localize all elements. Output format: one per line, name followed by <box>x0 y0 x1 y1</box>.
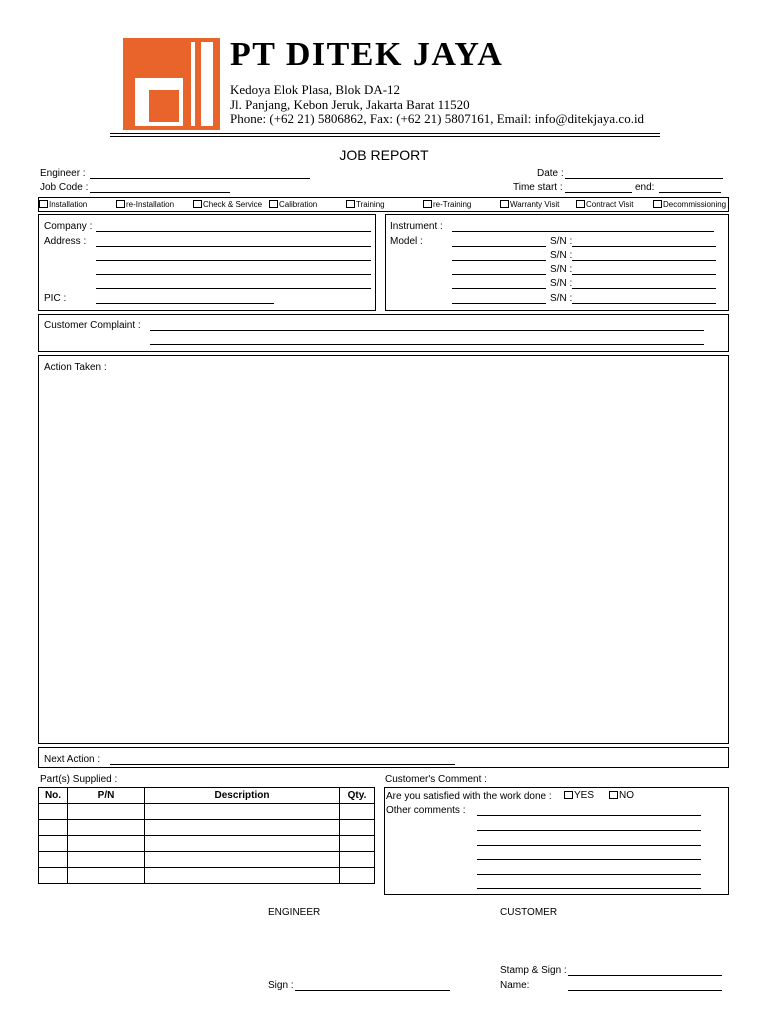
job-type-label: Installation <box>49 200 88 209</box>
table-cell[interactable] <box>39 852 68 868</box>
table-cell[interactable] <box>68 852 145 868</box>
customer-comment-box <box>384 787 729 895</box>
checkbox-icon <box>423 200 432 208</box>
sn-label: S/N : <box>550 293 573 304</box>
table-cell[interactable] <box>39 804 68 820</box>
col-pn: P/N <box>68 788 145 804</box>
yes-label: YES <box>574 790 595 801</box>
table-row[interactable] <box>39 868 375 884</box>
checkbox-icon <box>116 200 125 208</box>
job-type-calibration[interactable] <box>269 200 317 209</box>
job-type-label: Warranty Visit <box>510 200 560 209</box>
yes-option[interactable] <box>564 790 594 801</box>
model-field-1[interactable] <box>452 246 546 247</box>
comment-line-3[interactable] <box>477 845 701 846</box>
checkbox-icon <box>653 200 662 208</box>
end-label: end: <box>635 182 655 193</box>
job-type-check-service[interactable] <box>193 200 262 209</box>
comment-line-1[interactable] <box>477 815 701 816</box>
company-logo <box>123 38 220 130</box>
complaint-box <box>38 314 729 352</box>
table-cell[interactable] <box>39 836 68 852</box>
action-taken-box[interactable] <box>38 355 729 744</box>
next-action-label: Next Action : <box>44 754 101 765</box>
checkbox-icon <box>500 200 509 208</box>
table-cell[interactable] <box>39 868 68 884</box>
table-cell[interactable] <box>145 836 340 852</box>
header-divider <box>110 133 660 137</box>
sn-field-3[interactable] <box>572 274 716 275</box>
table-row[interactable] <box>39 836 375 852</box>
checkbox-icon <box>609 791 618 799</box>
job-type-label: Calibration <box>279 200 318 209</box>
customer-signature-heading: CUSTOMER <box>500 907 558 918</box>
table-cell[interactable] <box>145 804 340 820</box>
company-contact: Phone: (+62 21) 5806862, Fax: (+62 21) 5807161, Email: info@ditekjaya.co.id <box>230 111 645 126</box>
checkbox-icon <box>564 791 573 799</box>
model-field-2[interactable] <box>452 260 546 261</box>
job-type-label: Contract Visit <box>586 200 634 209</box>
stamp-sign-label: Stamp & Sign : <box>500 965 567 976</box>
time-start-field[interactable] <box>565 192 632 193</box>
parts-table <box>38 787 375 884</box>
model-field-3[interactable] <box>452 274 546 275</box>
end-field[interactable] <box>659 192 721 193</box>
model-field-5[interactable] <box>452 303 546 304</box>
table-cell[interactable] <box>68 836 145 852</box>
job-code-label: Job Code : <box>40 182 89 193</box>
job-type-label: Decommissioning <box>663 200 727 209</box>
customers-comment-label: Customer's Comment : <box>385 774 487 785</box>
complaint-label: Customer Complaint : <box>44 320 141 331</box>
next-action-field[interactable] <box>110 764 455 765</box>
customer-name-field[interactable] <box>568 990 722 991</box>
job-type-label: Training <box>356 200 385 209</box>
address-line-1[interactable] <box>96 246 371 247</box>
address-line-4[interactable] <box>96 288 371 289</box>
sn-label: S/N : <box>550 250 573 261</box>
address-line-3[interactable] <box>96 274 371 275</box>
checkbox-icon <box>193 200 202 208</box>
pic-field[interactable] <box>96 303 274 304</box>
company-name: PT DITEK JAYA <box>230 36 504 73</box>
satisfied-label: Are you satisfied with the work done : <box>386 791 552 802</box>
comment-line-2[interactable] <box>477 830 701 831</box>
table-cell[interactable] <box>340 820 375 836</box>
engineer-sign-field[interactable] <box>295 990 450 991</box>
no-label: NO <box>619 790 634 801</box>
address-line-2[interactable] <box>96 260 371 261</box>
job-type-decommissioning[interactable] <box>653 200 726 209</box>
date-label: Date : <box>537 168 564 179</box>
checkbox-icon <box>346 200 355 208</box>
job-type-training[interactable] <box>346 200 385 209</box>
name-label: Name: <box>500 980 530 991</box>
comment-line-4[interactable] <box>477 859 701 860</box>
table-cell[interactable] <box>68 804 145 820</box>
col-no: No. <box>39 788 68 804</box>
job-type-label: re-Training <box>433 200 472 209</box>
company-label: Company : <box>44 221 93 232</box>
job-type-installation[interactable] <box>39 200 87 209</box>
time-start-label: Time start : <box>513 182 563 193</box>
comment-line-5[interactable] <box>477 874 701 875</box>
table-row[interactable] <box>39 820 375 836</box>
job-code-field[interactable] <box>90 192 230 193</box>
complaint-line-1[interactable] <box>150 330 704 331</box>
col-description: Description <box>145 788 340 804</box>
pic-label: PIC : <box>44 293 67 304</box>
table-cell[interactable] <box>68 868 145 884</box>
checkbox-icon <box>269 200 278 208</box>
table-cell[interactable] <box>145 820 340 836</box>
job-type-re-installation[interactable] <box>116 200 174 209</box>
sign-label: Sign : <box>268 980 294 991</box>
table-cell[interactable] <box>68 820 145 836</box>
model-field-4[interactable] <box>452 288 546 289</box>
comment-line-6[interactable] <box>477 888 701 889</box>
parts-header-row <box>39 788 375 804</box>
table-cell[interactable] <box>340 868 375 884</box>
model-label: Model : <box>390 236 423 247</box>
table-cell[interactable] <box>340 836 375 852</box>
engineer-field[interactable] <box>90 178 310 179</box>
table-cell[interactable] <box>145 868 340 884</box>
sn-field-4[interactable] <box>572 288 716 289</box>
engineer-signature-heading: ENGINEER <box>268 907 321 918</box>
action-taken-label: Action Taken : <box>44 362 107 373</box>
table-row[interactable] <box>39 804 375 820</box>
sn-label: S/N : <box>550 278 573 289</box>
table-cell[interactable] <box>340 852 375 868</box>
company-field[interactable] <box>96 231 371 232</box>
engineer-label: Engineer : <box>40 168 86 179</box>
job-type-label: re-Installation <box>126 200 175 209</box>
table-cell[interactable] <box>39 820 68 836</box>
parts-label: Part(s) Supplied : <box>40 774 118 785</box>
job-type-contract-visit[interactable] <box>576 200 633 209</box>
address-label: Address : <box>44 236 87 247</box>
sn-field-2[interactable] <box>572 260 716 261</box>
instrument-field[interactable] <box>452 231 714 232</box>
job-type-label: Check & Service <box>203 200 263 209</box>
col-qty: Qty. <box>340 788 375 804</box>
company-address-1: Kedoya Elok Plasa, Blok DA-12 <box>230 82 401 97</box>
stamp-sign-field[interactable] <box>568 975 722 976</box>
no-option[interactable] <box>609 790 634 801</box>
job-type-warranty-visit[interactable] <box>500 200 559 209</box>
table-cell[interactable] <box>145 852 340 868</box>
sn-field-5[interactable] <box>572 303 716 304</box>
sn-label: S/N : <box>550 264 573 275</box>
page-title: JOB REPORT <box>339 147 429 163</box>
complaint-line-2[interactable] <box>150 344 704 345</box>
date-field[interactable] <box>565 178 723 179</box>
checkbox-icon <box>576 200 585 208</box>
table-cell[interactable] <box>340 804 375 820</box>
other-comments-label: Other comments : <box>386 805 466 816</box>
sn-field-1[interactable] <box>572 246 716 247</box>
sn-label: S/N : <box>550 236 573 247</box>
company-address-2: Jl. Panjang, Kebon Jeruk, Jakarta Barat 11520 <box>230 97 470 112</box>
instrument-label: Instrument : <box>390 221 443 232</box>
job-type-re-training[interactable] <box>423 200 471 209</box>
checkbox-icon <box>39 200 48 208</box>
table-row[interactable] <box>39 852 375 868</box>
